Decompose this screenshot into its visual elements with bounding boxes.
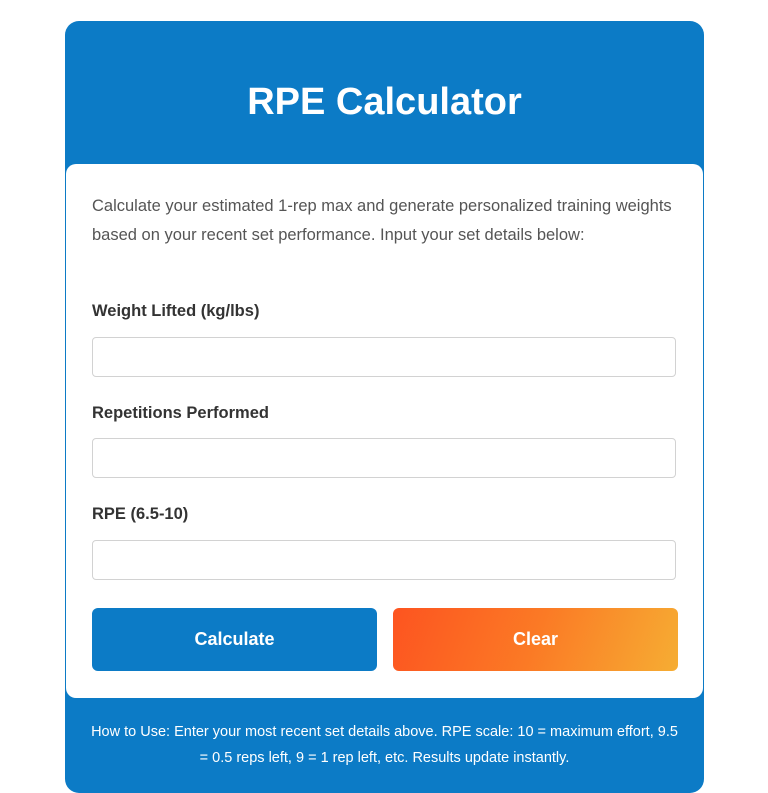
clear-button[interactable]: Clear (393, 608, 678, 671)
weight-input[interactable] (92, 337, 676, 377)
how-to-use-text: How to Use: Enter your most recent set details above. RPE scale: 10 = maximum effort, 9.5 = 0.5 reps left, 9 = 1 rep left, etc. Results update instantly. (91, 724, 678, 766)
rpe-input[interactable] (92, 540, 676, 580)
form-panel (66, 164, 703, 698)
weight-label: Weight Lifted (kg/lbs) (92, 302, 260, 320)
calculate-button[interactable]: Calculate (92, 608, 377, 671)
reps-label: Repetitions Performed (92, 404, 269, 422)
reps-input[interactable] (92, 438, 676, 478)
intro-text: Calculate your estimated 1-rep max and generate personalized training weights based on your recent set performance. Input your set details below: (92, 197, 672, 244)
calculator-card (65, 21, 704, 793)
page-title: RPE Calculator (247, 81, 522, 123)
rpe-label: RPE (6.5-10) (92, 505, 189, 523)
